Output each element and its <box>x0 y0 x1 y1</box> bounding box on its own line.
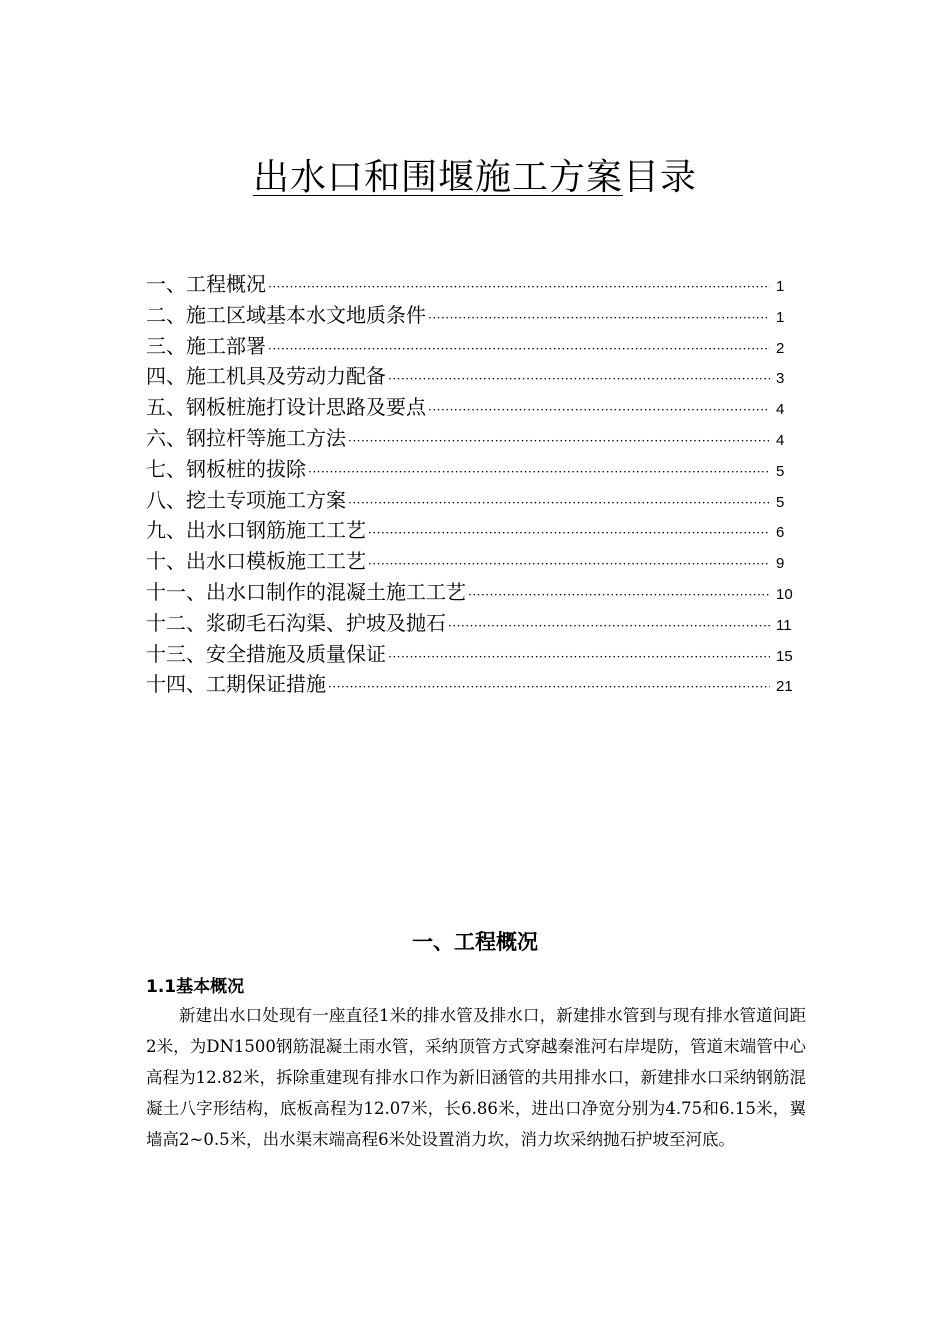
toc-entry-page: 9 <box>776 555 785 573</box>
toc-entry[interactable] <box>146 453 806 484</box>
toc-entry[interactable] <box>146 422 806 453</box>
toc-entry-page: 10 <box>776 585 793 603</box>
toc-leader-dots <box>388 372 770 386</box>
toc-leader-dots <box>328 680 770 694</box>
document-title <box>0 152 950 204</box>
toc-entry-page: 6 <box>776 524 785 542</box>
toc-leader-dots <box>448 619 770 633</box>
toc-entry[interactable] <box>146 299 806 330</box>
toc-entry-label: 五、钢板桩施打设计思路及要点 <box>146 395 426 420</box>
toc-entry-label: 十、出水口模板施工工艺 <box>146 549 366 574</box>
table-of-contents <box>146 268 806 699</box>
toc-entry-label: 六、钢拉杆等施工方法 <box>146 425 346 450</box>
toc-entry-page: 4 <box>776 401 785 419</box>
toc-entry[interactable] <box>146 330 806 361</box>
toc-entry-label: 二、施工区域基本水文地质条件 <box>146 302 426 327</box>
document-title-main: 出水口和围堰施工方案 <box>252 157 623 198</box>
toc-entry[interactable] <box>146 545 806 576</box>
toc-leader-dots <box>268 342 770 356</box>
toc-entry-page: 1 <box>776 308 785 326</box>
toc-entry-page: 2 <box>776 339 785 357</box>
toc-entry-label: 十一、出水口制作的混凝土施工工艺 <box>146 579 466 604</box>
toc-leader-dots <box>368 526 770 540</box>
toc-entry-label: 七、钢板桩的拔除 <box>146 456 306 481</box>
toc-leader-dots <box>308 465 770 479</box>
toc-entry[interactable] <box>146 360 806 391</box>
toc-entry[interactable] <box>146 514 806 545</box>
toc-entry[interactable] <box>146 576 806 607</box>
document-title-suffix: 目录 <box>623 157 698 198</box>
toc-leader-dots <box>428 311 770 325</box>
toc-leader-dots <box>388 650 770 664</box>
toc-leader-dots <box>428 403 770 417</box>
toc-entry-page: 3 <box>776 370 785 388</box>
toc-leader-dots <box>348 434 770 448</box>
toc-entry-label: 十三、安全措施及质量保证 <box>146 641 386 666</box>
toc-entry-page: 21 <box>776 678 793 696</box>
toc-leader-dots <box>368 557 770 571</box>
toc-entry-page: 4 <box>776 431 785 449</box>
toc-entry-label: 十四、工期保证措施 <box>146 672 326 697</box>
toc-entry-label: 三、施工部署 <box>146 333 266 358</box>
toc-leader-dots <box>468 588 770 602</box>
toc-entry[interactable] <box>146 391 806 422</box>
section-heading: 一、工程概况 <box>412 930 538 954</box>
toc-leader-dots <box>348 496 770 510</box>
toc-entry-page: 5 <box>776 493 785 511</box>
toc-entry[interactable] <box>146 268 806 299</box>
toc-leader-dots <box>268 280 770 294</box>
toc-entry-page: 11 <box>776 616 792 634</box>
toc-entry-page: 15 <box>776 647 793 665</box>
body-paragraph: 新建出水口处现有一座直径1米的排水管及排水口，新建排水管到与现有排水管道间距2米，为DN1500钢筋混凝土雨水管，采纳顶管方式穿越秦淮河右岸堤防，管道末端管中心高程为12.82米，拆除重建现有排水口作为新旧涵管的共用排水口，新建排水口采纳钢筋混凝土八字形结构，底板高程为12.07米，长6.86米，进出口净宽分别为4.75和6.15米，翼墙高2~0.5米，出水渠末端高程6米处设置消力坎，消力坎采纳抛石护坡至河底。 <box>146 1006 806 1149</box>
subsection-heading: 1.1基本概况 <box>146 977 245 997</box>
toc-entry-label: 十二、浆砌毛石沟渠、护坡及抛石 <box>146 610 446 635</box>
toc-entry-page: 5 <box>776 462 785 480</box>
toc-entry[interactable] <box>146 607 806 638</box>
toc-entry[interactable] <box>146 484 806 515</box>
toc-entry-page: 1 <box>776 278 785 295</box>
toc-entry-label: 八、挖土专项施工方案 <box>146 487 346 512</box>
toc-entry-label: 九、出水口钢筋施工工艺 <box>146 518 366 543</box>
toc-entry-label: 一、工程概况 <box>146 272 266 296</box>
toc-entry-label: 四、施工机具及劳动力配备 <box>146 364 386 389</box>
toc-entry[interactable] <box>146 668 806 699</box>
toc-entry[interactable] <box>146 638 806 669</box>
